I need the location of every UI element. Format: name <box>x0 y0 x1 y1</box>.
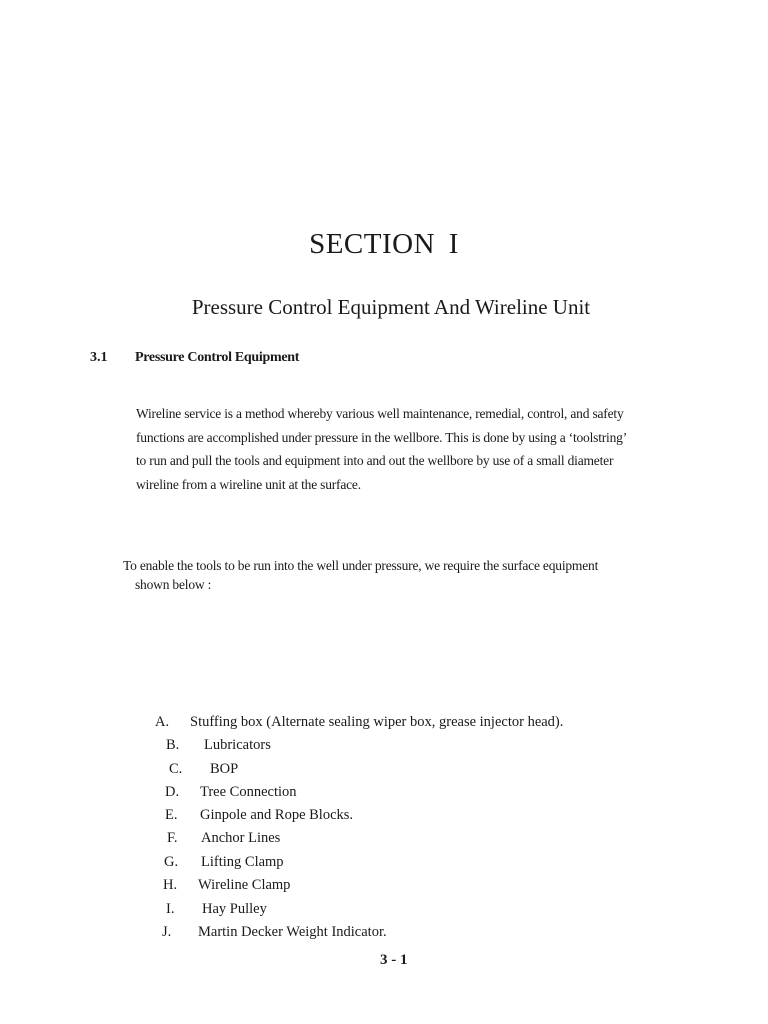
list-item-text: Martin Decker Weight Indicator. <box>198 924 387 940</box>
section-title: SECTION I <box>309 228 459 260</box>
paragraph-line: To enable the tools to be run into the well under pressure, we require the surface equipment <box>123 558 599 573</box>
list-item-text: Tree Connection <box>200 784 297 800</box>
list-item-letter: B. <box>166 737 180 753</box>
list-item-text: Ginpole and Rope Blocks. <box>200 807 354 823</box>
list-item-letter: I. <box>166 901 175 917</box>
equipment-intro-paragraph <box>123 556 723 594</box>
list-item-text: Lifting Clamp <box>201 854 284 870</box>
list-item-text: Anchor Lines <box>201 830 281 846</box>
paragraph-line: to run and pull the tools and equipment into and out the wellbore by use of a small diameter <box>136 453 614 468</box>
list-item-text: Wireline Clamp <box>198 877 291 893</box>
list-item-letter: A. <box>155 714 170 730</box>
list-item-text: BOP <box>210 761 239 777</box>
list-item-letter: C. <box>169 761 183 777</box>
heading-text: Pressure Control Equipment <box>135 350 300 365</box>
list-item-letter: H. <box>163 877 178 893</box>
list-item-text: Lubricators <box>204 737 271 753</box>
list-item-letter: G. <box>164 854 179 870</box>
paragraph-line: shown below : <box>135 577 212 592</box>
intro-paragraph <box>136 402 696 496</box>
paragraph-line: functions are accomplished under pressure in the wellbore. This is done by using a ‘toolstring’ <box>136 429 628 445</box>
list-item-letter: E. <box>165 807 178 823</box>
list-item-letter: F. <box>167 830 178 846</box>
heading-number: 3.1 <box>90 350 108 365</box>
list-item-text: Hay Pulley <box>202 901 267 917</box>
page-number: 3 - 1 <box>380 952 408 968</box>
list-item-text: Stuffing box (Alternate sealing wiper box, grease injector head). <box>190 714 564 730</box>
paragraph-line: Wireline service is a method whereby various well maintenance, remedial, control, and safety <box>136 406 624 421</box>
section-subtitle: Pressure Control Equipment And Wireline Unit <box>191 295 591 319</box>
list-item-letter: D. <box>165 784 180 800</box>
list-item-letter: J. <box>162 924 172 940</box>
paragraph-line: wireline from a wireline unit at the surface. <box>136 476 361 492</box>
